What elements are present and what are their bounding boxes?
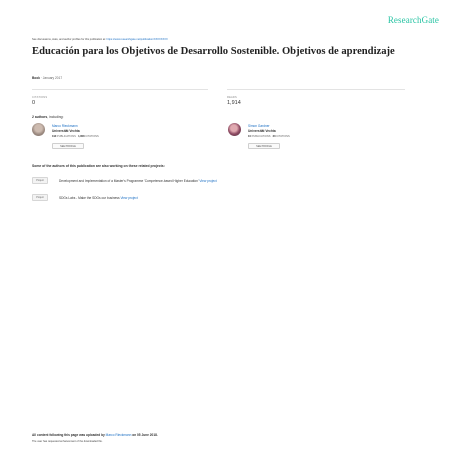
author-publications-count: 190 xyxy=(52,135,57,138)
divider-citations xyxy=(32,89,208,90)
avatar[interactable] xyxy=(228,123,241,136)
authors-heading xyxy=(32,115,63,119)
author-card xyxy=(228,123,408,153)
author-citations-label: CITATIONS xyxy=(84,135,99,138)
publication-title: Educación para los Objetivos de Desarrollo Sostenible. Objetivos de aprendizaje xyxy=(32,46,395,57)
author-name-link[interactable]: Simon Gardner xyxy=(248,124,270,128)
publication-url-link[interactable]: https://www.researchgate.net/publication/XXXXXXXX xyxy=(106,38,168,41)
author-affiliation: Universität Vechta xyxy=(52,129,80,133)
project-badge: Project xyxy=(32,177,48,184)
see-profile-button[interactable]: SEE PROFILE xyxy=(248,143,280,149)
project-text xyxy=(59,196,138,200)
citations-value: 0 xyxy=(32,100,36,106)
project-item xyxy=(32,177,412,185)
researchgate-logo[interactable]: ResearchGate xyxy=(387,15,439,25)
view-project-link[interactable]: View project xyxy=(199,179,217,183)
authors-including: , including: xyxy=(47,115,64,119)
top-note-text: See discussions, stats, and author profiles for this publication at: xyxy=(32,38,107,41)
publication-meta xyxy=(32,76,62,80)
project-text xyxy=(59,179,217,183)
author-publications-label: PUBLICATIONS xyxy=(56,135,76,138)
project-item xyxy=(32,194,412,202)
upload-note-suffix: on 05 June 2018. xyxy=(131,433,158,437)
see-profile-button[interactable]: SEE PROFILE xyxy=(52,143,84,149)
enhancement-note: The user has requested enhancement of the downloaded file. xyxy=(32,440,103,443)
authors-count: 2 authors xyxy=(32,115,48,119)
author-citations-label: CITATIONS xyxy=(275,135,290,138)
project-title: SDGs Labs - Make the SDGs our business xyxy=(59,196,121,200)
publication-date: · January 2017 xyxy=(39,76,63,80)
project-badge: Project xyxy=(32,194,48,201)
top-note xyxy=(32,38,168,41)
reads-value: 1,914 xyxy=(227,100,241,106)
upload-note xyxy=(32,433,158,437)
author-name-link[interactable]: Marco Rieckmann xyxy=(52,124,78,128)
avatar[interactable] xyxy=(32,123,45,136)
upload-note-prefix: All content following this page was uploaded by xyxy=(32,433,106,437)
author-publications-count: 10 xyxy=(248,135,251,138)
divider-reads xyxy=(227,89,405,90)
reads-label: READS xyxy=(227,96,237,99)
author-card xyxy=(32,123,212,153)
author-stats xyxy=(52,135,99,138)
author-affiliation: Universität Vechta xyxy=(248,129,276,133)
author-citations-count: 1,808 xyxy=(78,135,85,138)
author-citations-count: 20 xyxy=(272,135,276,138)
author-stats xyxy=(248,135,290,138)
author-publications-label: PUBLICATIONS xyxy=(250,135,271,138)
project-title: Development and Implementation of a Master's Programme 'Competence-based Higher Education' xyxy=(59,179,200,183)
uploader-link[interactable]: Marco Rieckmann xyxy=(105,433,132,437)
view-project-link[interactable]: View project xyxy=(120,196,138,200)
publication-type: Book xyxy=(32,76,40,80)
citations-label: CITATIONS xyxy=(32,96,48,99)
projects-heading: Some of the authors of this publication are also working on these related projects: xyxy=(32,164,165,168)
